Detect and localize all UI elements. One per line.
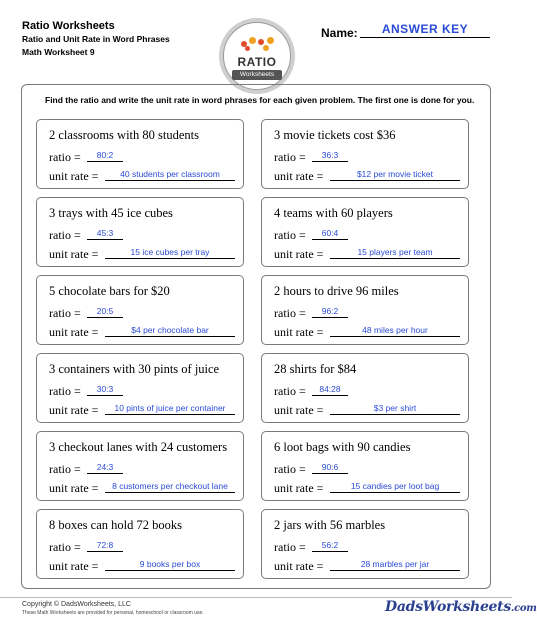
unit-rate-answer[interactable]: 40 students per classroom <box>105 169 235 181</box>
problem-text: 8 boxes can hold 72 books <box>49 518 182 532</box>
brand-name: DadsWorksheets <box>385 599 511 615</box>
ratio-logo <box>219 18 295 94</box>
problem-card <box>36 353 244 423</box>
problem-text: 2 classrooms with 80 students <box>49 128 199 142</box>
problem-text: 4 teams with 60 players <box>274 206 393 220</box>
problem-text: 2 jars with 56 marbles <box>274 518 386 532</box>
unit-rate-answer[interactable]: 8 customers per checkout lane <box>105 481 235 493</box>
ratio-label: ratio = <box>49 540 81 554</box>
ratio-answer[interactable]: 30:3 <box>87 384 123 396</box>
logo-dot <box>258 39 264 45</box>
ratio-answer[interactable]: 90:6 <box>312 462 348 474</box>
problem-card <box>36 119 244 189</box>
unit-rate-label: unit rate = <box>49 403 99 417</box>
ratio-answer[interactable]: 36:3 <box>312 150 348 162</box>
problem-text: 6 loot bags with 90 candies <box>274 440 411 454</box>
problem-card <box>36 509 244 579</box>
ratio-answer[interactable]: 96:2 <box>312 306 348 318</box>
unit-rate-label: unit rate = <box>274 169 324 183</box>
unit-rate-answer[interactable]: 28 marbles per jar <box>330 559 460 571</box>
ratio-label: ratio = <box>274 228 306 242</box>
unit-rate-answer[interactable]: $4 per chocolate bar <box>105 325 235 337</box>
problem-card <box>36 275 244 345</box>
logo-dot <box>245 46 250 51</box>
problem-card <box>261 275 469 345</box>
name-label: Name: <box>321 26 358 40</box>
unit-rate-answer[interactable]: 15 ice cubes per tray <box>105 247 235 259</box>
problem-text: 3 movie tickets cost $36 <box>274 128 396 142</box>
ratio-answer[interactable]: 60:4 <box>312 228 348 240</box>
ratio-label: ratio = <box>49 228 81 242</box>
problem-card <box>261 119 469 189</box>
footer-divider <box>0 597 512 598</box>
ratio-answer[interactable]: 45:3 <box>87 228 123 240</box>
problem-text: 28 shirts for $84 <box>274 362 357 376</box>
problem-card <box>36 431 244 501</box>
problem-text: 5 chocolate bars for $20 <box>49 284 170 298</box>
footer-note: These Math Worksheets are provided for personal, homeschool or classroom use. <box>22 610 204 616</box>
page-subtitle: Ratio and Unit Rate in Word Phrases <box>22 34 170 44</box>
ratio-answer[interactable]: 84:28 <box>312 384 348 396</box>
unit-rate-label: unit rate = <box>49 247 99 261</box>
problem-text: 2 hours to drive 96 miles <box>274 284 399 298</box>
header-titles <box>22 20 170 59</box>
unit-rate-answer[interactable]: 48 miles per hour <box>330 325 460 337</box>
unit-rate-label: unit rate = <box>49 169 99 183</box>
logo-word: RATIO <box>237 55 277 69</box>
unit-rate-label: unit rate = <box>49 559 99 573</box>
ratio-answer[interactable]: 24:3 <box>87 462 123 474</box>
unit-rate-label: unit rate = <box>274 481 324 495</box>
unit-rate-answer[interactable]: 15 players per team <box>330 247 460 259</box>
unit-rate-answer[interactable]: $3 per shirt <box>330 403 460 415</box>
unit-rate-answer[interactable]: 15 candies per loot bag <box>330 481 460 493</box>
unit-rate-label: unit rate = <box>274 325 324 339</box>
ratio-label: ratio = <box>274 384 306 398</box>
problem-text: 3 containers with 30 pints of juice <box>49 362 220 376</box>
problem-card <box>261 431 469 501</box>
logo-dots-icon <box>241 37 275 51</box>
unit-rate-label: unit rate = <box>49 481 99 495</box>
page-title: Ratio Worksheets <box>22 20 115 32</box>
problem-text: 3 trays with 45 ice cubes <box>49 206 173 220</box>
problem-card <box>261 509 469 579</box>
unit-rate-label: unit rate = <box>274 403 324 417</box>
problem-text: 3 checkout lanes with 24 customers <box>49 440 228 454</box>
unit-rate-label: unit rate = <box>274 247 324 261</box>
ratio-answer[interactable]: 80:2 <box>87 150 123 162</box>
logo-band: Worksheets <box>232 70 282 80</box>
ratio-label: ratio = <box>49 150 81 164</box>
ratio-label: ratio = <box>274 540 306 554</box>
problem-card <box>261 353 469 423</box>
name-field[interactable]: ANSWER KEY <box>360 22 490 38</box>
brand-suffix: .com <box>510 603 537 614</box>
unit-rate-answer[interactable]: $12 per movie ticket <box>330 169 460 181</box>
problem-card <box>261 197 469 267</box>
ratio-label: ratio = <box>274 150 306 164</box>
unit-rate-label: unit rate = <box>49 325 99 339</box>
ratio-label: ratio = <box>49 306 81 320</box>
ratio-label: ratio = <box>49 384 81 398</box>
logo-dot <box>263 45 269 51</box>
logo-dot <box>249 37 256 44</box>
logo-dot <box>267 37 274 44</box>
ratio-label: ratio = <box>274 462 306 476</box>
worksheet-number: Math Worksheet 9 <box>22 47 95 57</box>
ratio-label: ratio = <box>274 306 306 320</box>
ratio-label: ratio = <box>49 462 81 476</box>
ratio-answer[interactable]: 20:5 <box>87 306 123 318</box>
ratio-answer[interactable]: 72:8 <box>87 540 123 552</box>
footer-brand-logo <box>385 599 537 615</box>
problem-card <box>36 197 244 267</box>
unit-rate-label: unit rate = <box>274 559 324 573</box>
ratio-answer[interactable]: 56:2 <box>312 540 348 552</box>
unit-rate-answer[interactable]: 9 books per box <box>105 559 235 571</box>
instructions: Find the ratio and write the unit rate in word phrases for each given problem. The first one is done for you. <box>45 95 475 105</box>
unit-rate-answer[interactable]: 10 pints of juice per container <box>105 403 235 415</box>
footer-copyright: Copyright © DadsWorksheets, LLC <box>22 601 131 608</box>
